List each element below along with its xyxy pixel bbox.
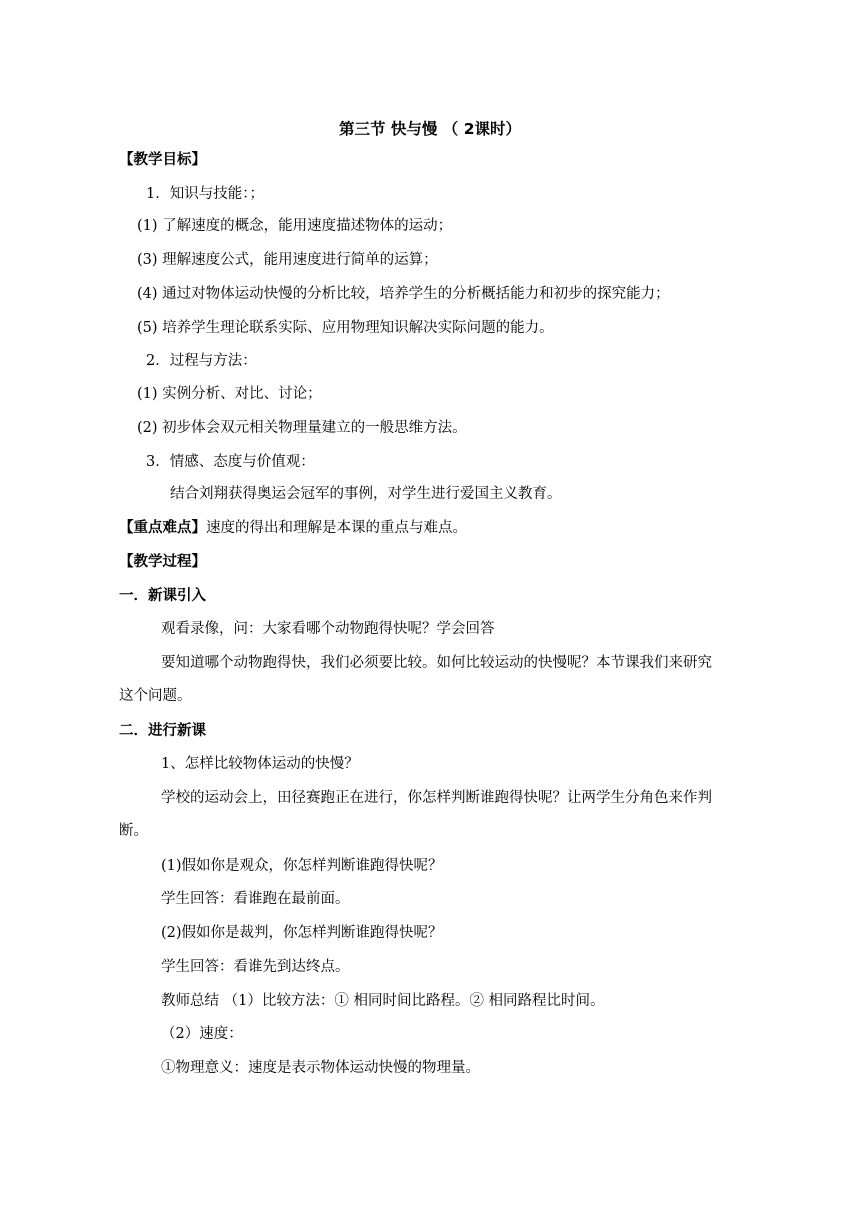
intro-paragraph-2-line-1: 要知道哪个动物跑得快，我们必须要比较。如何比较运动的快慢呢？本节课我们来研究 (161, 655, 712, 671)
intro-paragraph-2-line-2: 这个问题。 (119, 688, 192, 704)
section-intro-heading: 一．新课引入 (119, 588, 206, 604)
objective-item-5: (5) 培养学生理论联系实际、应用物理知识解决实际问题的能力。 (137, 320, 554, 336)
objective-process-item-2: (2) 初步体会双元相关物理量建立的一般思维方法。 (137, 420, 467, 436)
lesson-paragraph-line-2: 断。 (119, 823, 148, 839)
speed-physical-meaning: ①物理意义：速度是表示物体运动快慢的物理量。 (161, 1060, 480, 1076)
objective-item-3: (3) 理解速度公式，能用速度进行简单的运算； (137, 252, 438, 268)
key-points-label: 【重点难点】 (119, 520, 206, 536)
objectives-heading: 【教学目标】 (119, 152, 206, 168)
speed-subheading: （2）速度： (161, 1026, 243, 1042)
lesson-question-1: 1、怎样比较物体运动的快慢？ (161, 756, 359, 772)
page-title: 第三节 快与慢 （ 2课时） (339, 120, 521, 138)
answer-audience: 学生回答：看谁跑在最前面。 (161, 891, 350, 907)
key-points (119, 518, 467, 538)
process-heading: 【教学过程】 (119, 554, 206, 570)
teacher-summary: 教师总结 （1）比较方法：① 相同时间比路程。② 相同路程比时间。 (161, 993, 605, 1009)
key-points-text: 速度的得出和理解是本课的重点与难点。 (206, 520, 467, 536)
intro-paragraph-1: 观看录像，问：大家看哪个动物跑得快呢？学会回答 (161, 621, 495, 637)
objective-attitude-values: 3．情感、态度与价值观： (146, 454, 315, 470)
answer-referee: 学生回答：看谁先到达终点。 (161, 959, 350, 975)
objective-process-method: 2．过程与方法： (146, 353, 257, 369)
objective-item-1: (1) 了解速度的概念，能用速度描述物体的运动； (137, 218, 453, 234)
question-audience: (1)假如你是观众，你怎样判断谁跑得快呢？ (161, 858, 443, 874)
section-new-lesson-heading: 二．进行新课 (119, 723, 206, 739)
lesson-paragraph-line-1: 学校的运动会上，田径赛跑正在进行，你怎样判断谁跑得快呢？让两学生分角色来作判 (161, 790, 712, 806)
question-referee: (2)假如你是裁判，你怎样判断谁跑得快呢？ (161, 925, 443, 941)
objective-item-4: (4) 通过对物体运动快慢的分析比较，培养学生的分析概括能力和初步的探究能力； (137, 286, 670, 302)
objective-attitude-text: 结合刘翔获得奥运会冠军的事例，对学生进行爱国主义教育。 (170, 486, 562, 502)
objective-knowledge-skills: 1．知识与技能：； (146, 186, 264, 202)
objective-process-item-1: (1) 实例分析、对比、讨论； (137, 386, 322, 402)
